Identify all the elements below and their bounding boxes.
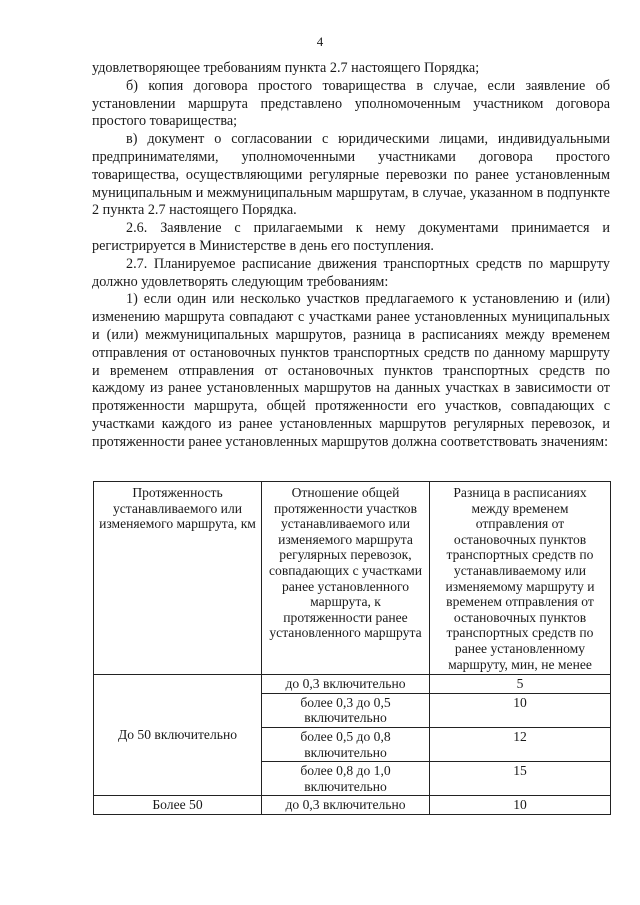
page-number: 4 <box>316 34 324 49</box>
table-row <box>94 796 611 815</box>
table-header-row <box>94 482 611 675</box>
header-time-difference: Разница в расписаниях между временем отправления от остановочных пунктов транспортных средств по устанавливаемому или изменяемому маршруту и временем отправления от остановочных пунктов транспортных средств по ранее установленному маршруту, мин, не менее <box>430 482 611 675</box>
schedule-difference-table <box>93 481 611 815</box>
ratio-cell: более 0,3 до 0,5 включительно <box>262 693 430 727</box>
minutes-cell: 12 <box>430 727 611 761</box>
paragraph-item-b: б) копия договора простого товарищества в случае, если заявление об установлении маршрута представлено уполномоченным участником договора простого товарищества; <box>92 77 610 130</box>
paragraph-2-7: 2.7. Планируемое расписание движения транспортных средств по маршруту должно удовлетворять следующим требованиям: <box>92 255 610 290</box>
minutes-cell: 15 <box>430 762 611 796</box>
route-length-cell: До 50 включительно <box>94 675 262 796</box>
minutes-cell: 5 <box>430 675 611 694</box>
paragraph-continuation: удовлетворяющее требованиям пункта 2.7 настоящего Порядка; <box>92 60 480 76</box>
table-row <box>94 675 611 694</box>
minutes-cell: 10 <box>430 693 611 727</box>
ratio-cell: более 0,5 до 0,8 включительно <box>262 727 430 761</box>
minutes-cell: 10 <box>430 796 611 815</box>
paragraph-item-v: в) документ о согласовании с юридическими лицами, индивидуальными предпринимателями, уполномоченными участниками договора простого товарищества, осуществляющими регулярные перевозки по ранее установленным муниципальным и межмуниципальным маршрутам, в случае, указанном в подпункте 2 пункта 2.7 настоящего Порядка. <box>92 131 610 219</box>
paragraph-item-1: 1) если один или несколько участков предлагаемого к установлению и (или) изменению маршрута совпадают с участками ранее установленных муниципальных и (или) межмуниципальных маршрутов, разница в расписаниях между временем отправления от остановочных пунктов транспортных средств по данному маршруту и временем отправления от остановочных пунктов транспортных средств по каждому из ранее установленных маршрутов на данных участках в зависимости от протяженности маршрута, общей протяженности его участков, совпадающих с участками каждого из ранее установленных маршрутов регулярных перевозок, и протяженности ранее установленных маршрутов должна соответствовать значениям: <box>92 291 610 450</box>
route-length-cell: Более 50 <box>94 796 262 815</box>
ratio-cell: более 0,8 до 1,0 включительно <box>262 762 430 796</box>
header-route-length: Протяженность устанавливаемого или изменяемого маршрута, км <box>94 482 262 675</box>
schedule-table-wrapper <box>93 481 610 815</box>
ratio-cell: до 0,3 включительно <box>262 796 430 815</box>
document-body <box>92 60 610 452</box>
paragraph-2-6: 2.6. Заявление с прилагаемыми к нему документами принимается и регистрируется в Министерстве в день его поступления. <box>92 220 610 254</box>
header-overlap-ratio: Отношение общей протяженности участков устанавливаемого или изменяемого маршрута регулярных перевозок, совпадающих с участками ранее установленного маршрута, к протяженности ранее установленного маршрута <box>262 482 430 675</box>
ratio-cell: до 0,3 включительно <box>262 675 430 694</box>
